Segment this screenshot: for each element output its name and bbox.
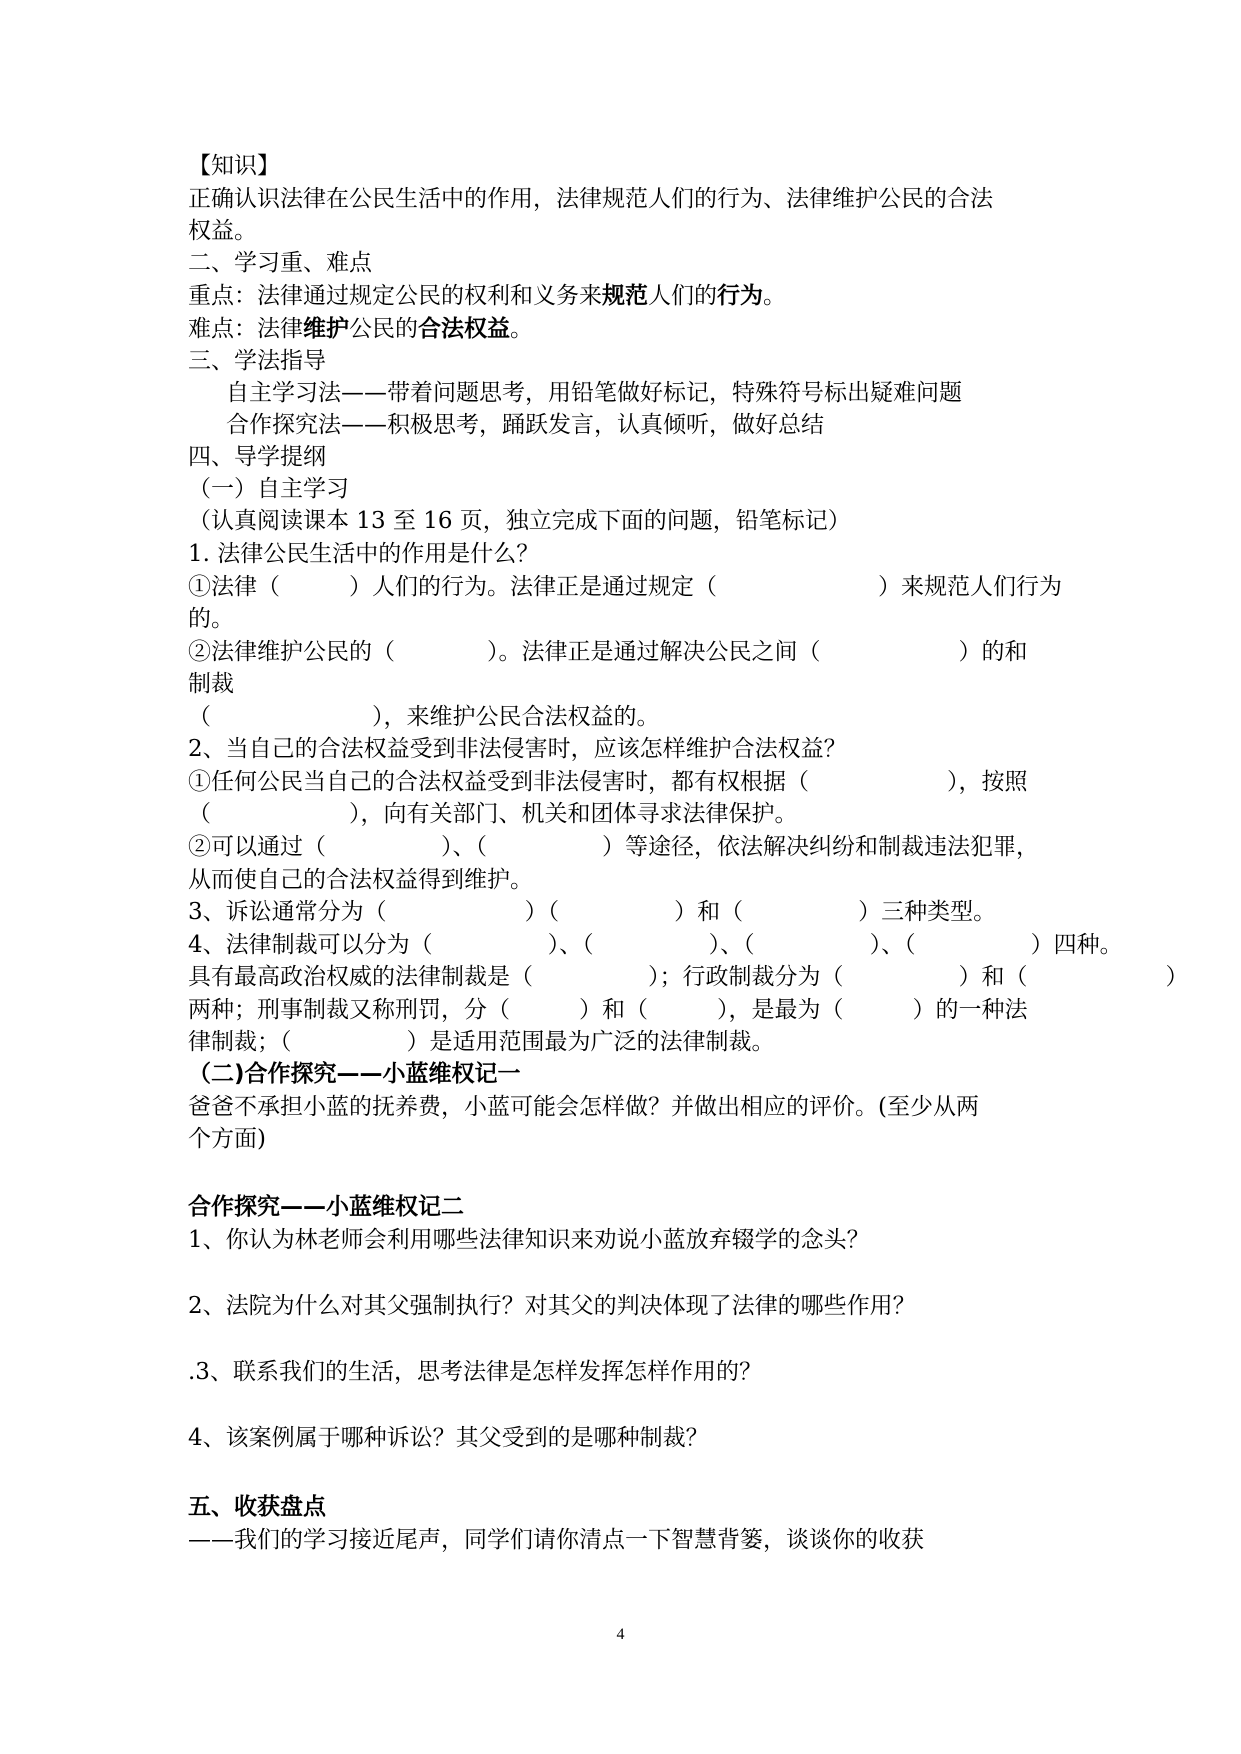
question-4: 4、法律制裁可以分为（ ）、（ ）、（ ）、（ ）四种。 [188, 932, 1123, 958]
cooperative-inquiry-1-title: （二)合作探究——小蓝维权记一 [188, 1061, 521, 1087]
difficult-point-text: 难点：法律 [188, 316, 303, 342]
reading-note: （认真阅读课本 13 至 16 页，独立完成下面的问题，铅笔标记） [188, 508, 851, 534]
question-2a: ①任何公民当自己的合法权益受到非法侵害时，都有权根据（ ），按照 [188, 769, 1028, 795]
question-1a-cont: 的。 [188, 606, 234, 632]
knowledge-text-line-1: 正确认识法律在公民生活中的作用，法律规范人们的行为、法律维护公民的合法 [188, 186, 993, 212]
key-point-text: 重点：法律通过规定公民的权利和义务来 [188, 283, 602, 309]
key-point-bold-1: 规范 [602, 283, 648, 309]
key-point-line [188, 280, 786, 312]
inquiry-2-question-1: 1、你认为林老师会利用哪些法律知识来劝说小蓝放弃辍学的念头？ [188, 1227, 870, 1253]
inquiry-2-question-4: 4、该案例属于哪种诉讼？其父受到的是哪种制裁？ [188, 1425, 709, 1451]
question-4c: 两种；刑事制裁又称刑罚，分（ ）和（ ），是最为（ ）的一种法 [188, 997, 1028, 1023]
question-1: 1. 法律公民生活中的作用是什么？ [188, 541, 540, 567]
difficult-point-line [188, 313, 533, 345]
question-1b-cont-2: （ ），来维护公民合法权益的。 [188, 704, 660, 730]
section-two-title: 二、学习重、难点 [188, 250, 372, 276]
question-2: 2、当自己的合法权益受到非法侵害时，应该怎样维护合法权益？ [188, 736, 847, 762]
cooperative-inquiry-1-text-cont: 个方面) [188, 1126, 266, 1152]
question-1b-cont: 制裁 [188, 671, 234, 697]
cooperative-inquiry-2-title: 合作探究——小蓝维权记二 [188, 1194, 464, 1220]
knowledge-text-line-2: 权益。 [188, 218, 257, 244]
cooperative-inquiry-1-text: 爸爸不承担小蓝的抚养费，小蓝可能会怎样做？并做出相应的评价。(至少从两 [188, 1094, 979, 1120]
section-knowledge-title: 【知识】 [188, 153, 280, 179]
page-number: 4 [616, 1626, 625, 1643]
section-five-title: 五、收获盘点 [188, 1494, 326, 1520]
question-1a: ①法律（ ）人们的行为。法律正是通过规定（ ）来规范人们行为 [188, 574, 1062, 600]
difficult-point-text-2: 公民的 [349, 316, 418, 342]
section-four-title: 四、导学提纲 [188, 444, 326, 470]
inquiry-2-question-3: .3、联系我们的生活，思考法律是怎样发挥怎样作用的？ [188, 1359, 762, 1385]
difficult-point-end: 。 [510, 316, 533, 342]
key-point-bold-2: 行为 [717, 283, 763, 309]
key-point-end: 。 [763, 283, 786, 309]
subsection-self-study-title: （一）自主学习 [188, 476, 349, 502]
question-4d: 律制裁；（ ）是适用范围最为广泛的法律制裁。 [188, 1029, 775, 1055]
question-2b: ②可以通过（ ）、（ ）等途径，依法解决纠纷和制裁违法犯罪， [188, 834, 1039, 860]
method-cooperative: 合作探究法——积极思考，踊跃发言，认真倾听，做好总结 [226, 412, 824, 438]
harvest-text: ——我们的学习接近尾声，同学们请你清点一下智慧背篓，谈谈你的收获 [188, 1527, 924, 1553]
difficult-point-bold-2: 合法权益 [418, 316, 510, 342]
difficult-point-bold-1: 维护 [303, 316, 349, 342]
question-3: 3、诉讼通常分为（ ）（ ）和（ ）三种类型。 [188, 899, 997, 925]
inquiry-2-question-2: 2、法院为什么对其父强制执行？对其父的判决体现了法律的哪些作用？ [188, 1293, 916, 1319]
question-1b: ②法律维护公民的（ ）。法律正是通过解决公民之间（ ）的和 [188, 639, 1028, 665]
question-2b-cont: 从而使自己的合法权益得到维护。 [188, 867, 533, 893]
question-2a-cont: （ ），向有关部门、机关和团体寻求法律保护。 [188, 801, 798, 827]
section-three-title: 三、学法指导 [188, 348, 326, 374]
method-self-study: 自主学习法——带着问题思考，用铅笔做好标记，特殊符号标出疑难问题 [226, 380, 962, 406]
question-4b: 具有最高政治权威的法律制裁是（ ）；行政制裁分为（ ）和（ ） [188, 964, 1189, 990]
key-point-text-2: 人们的 [648, 283, 717, 309]
